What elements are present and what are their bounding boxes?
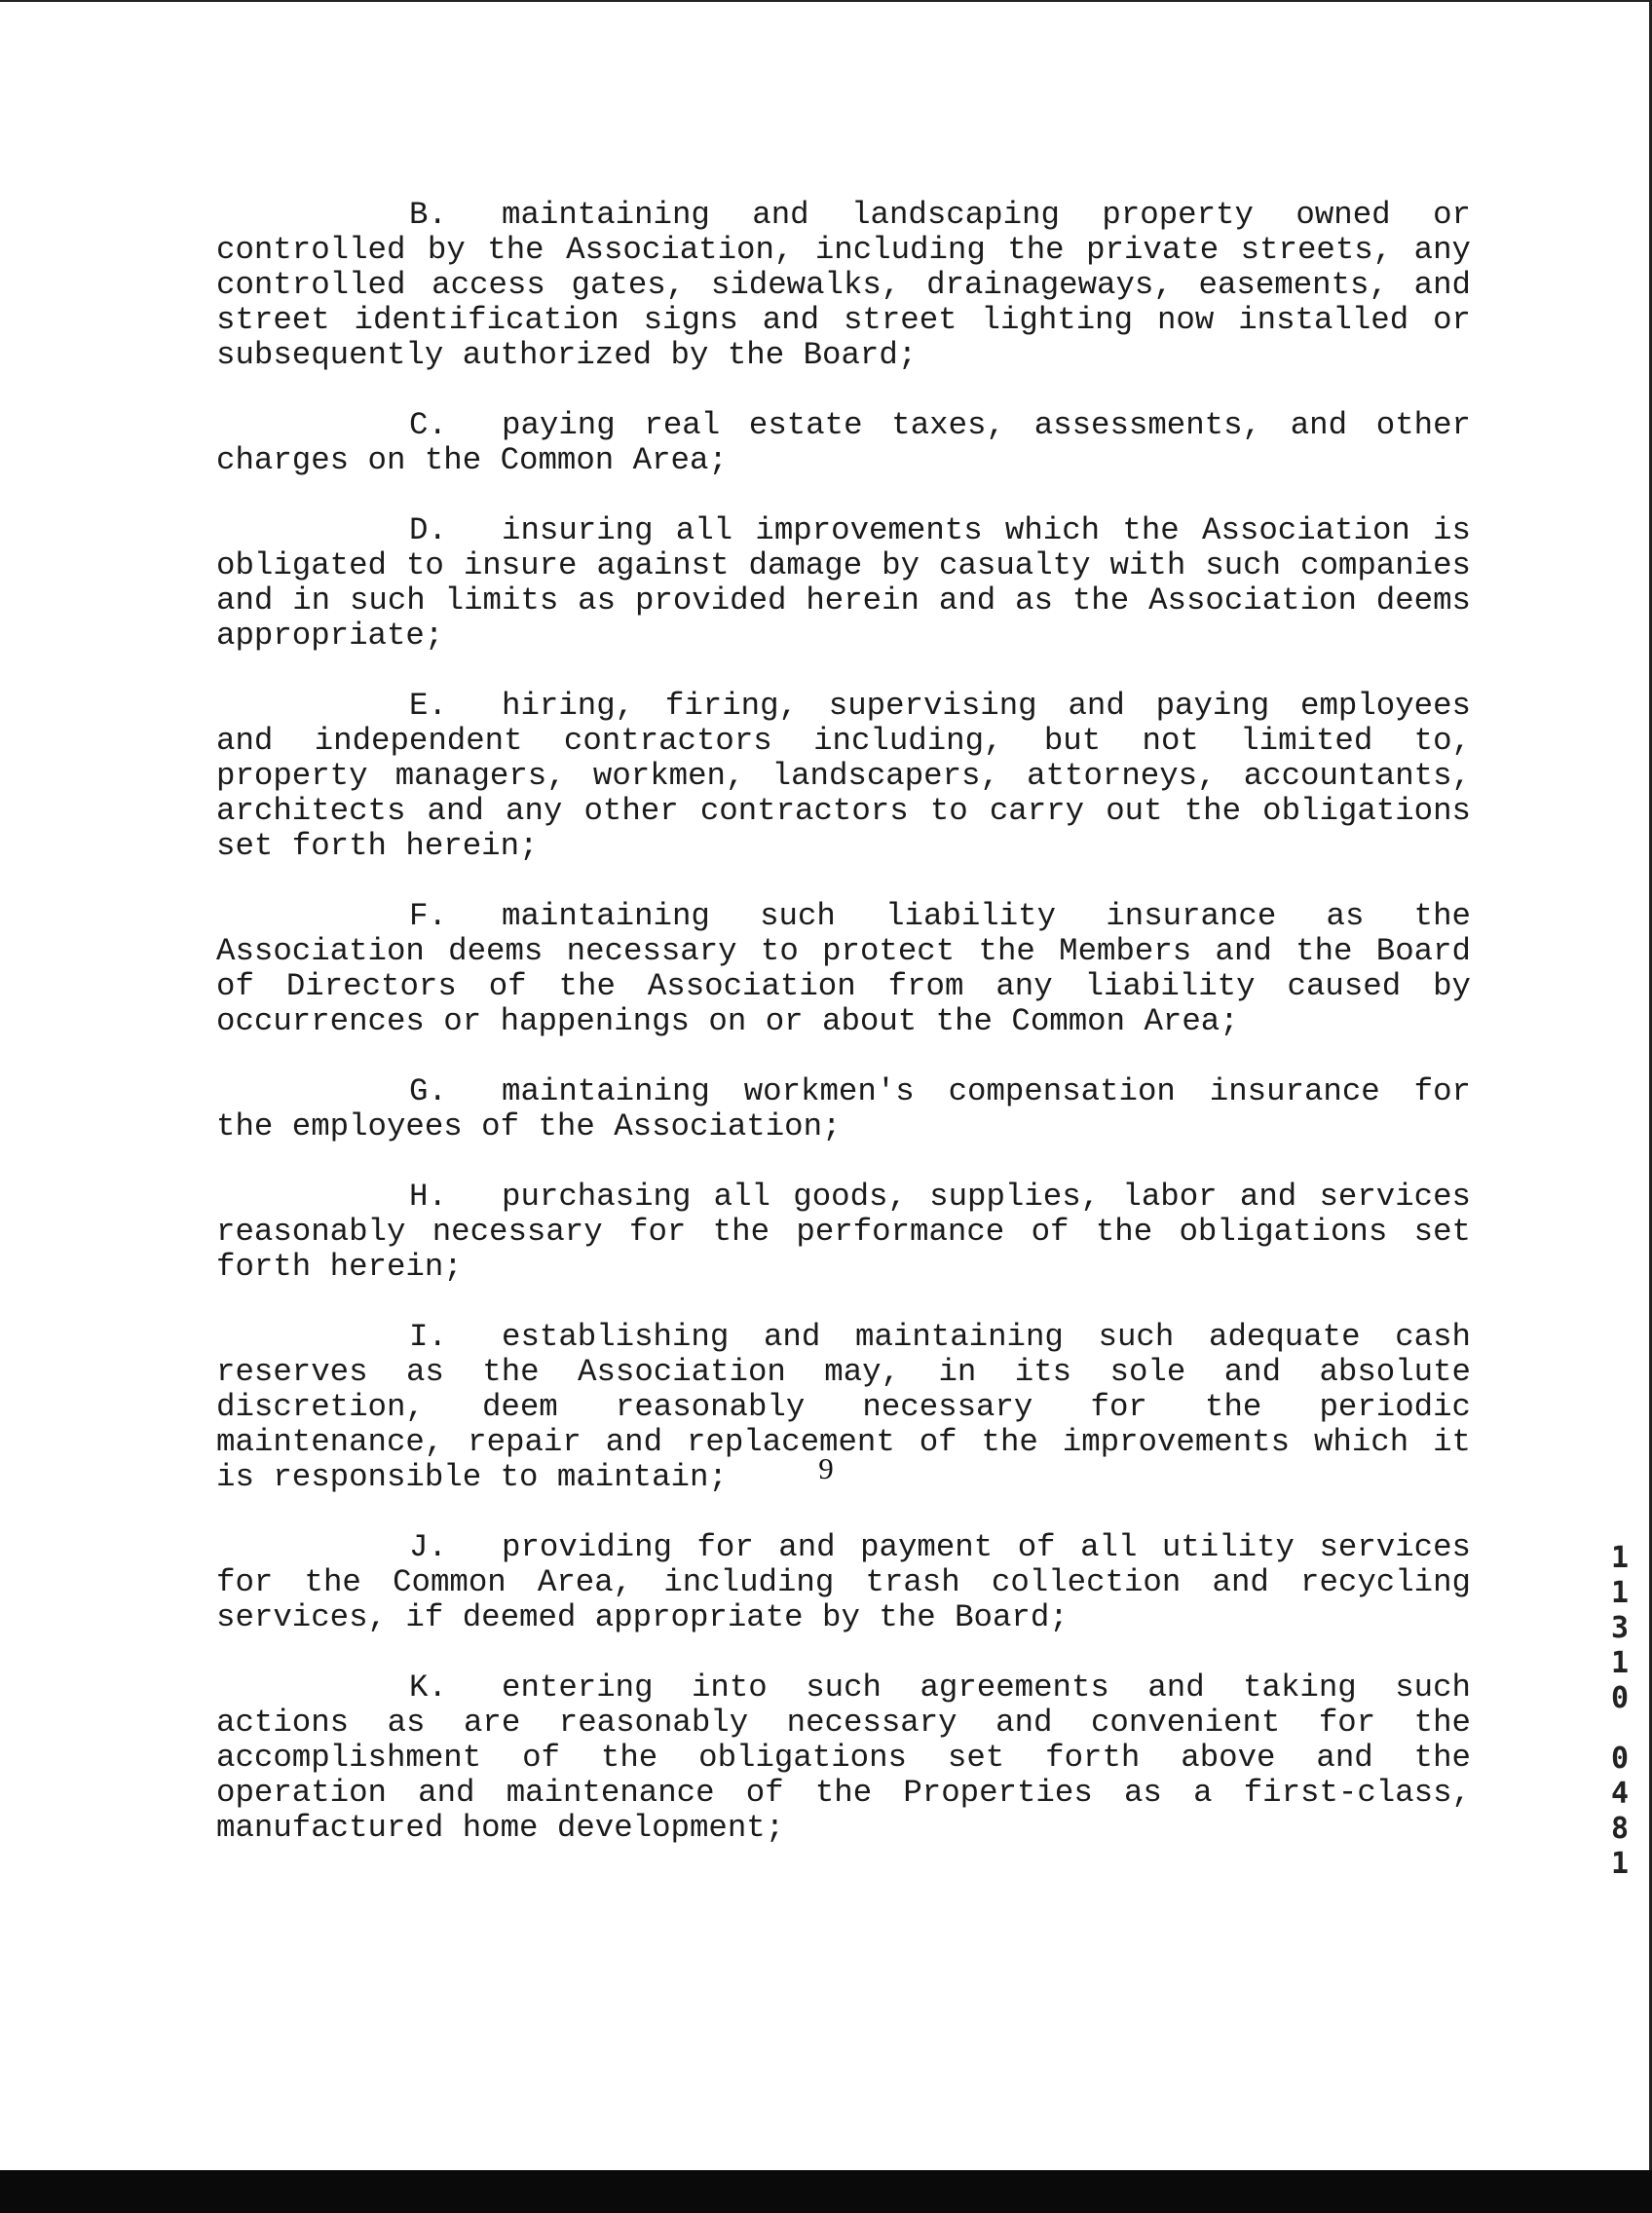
stamp-digit: 1 [1610,1646,1630,1680]
paragraph-marker: E. [409,688,447,724]
paragraph-marker: I. [409,1319,447,1355]
stamp-digit: 8 [1610,1812,1630,1846]
paragraph-marker: B. [409,197,447,233]
paragraph-e [216,689,1471,864]
paragraph-text: insuring all improvements which the Association is obligated to insure against damage by casualty with such companies and in such limits as provided herein and as the Association deems appropriate; [216,512,1471,654]
paragraph-text: maintaining workmen's compensation insurance for the employees of the Association; [216,1073,1471,1144]
paragraph-marker: K. [409,1669,447,1706]
paragraph-text: hiring, firing, supervising and paying employees and independent contractors including, but not limited to, property managers, workmen, landscapers, attorneys, accountants, architects and any other contractors to carry out the obligations set forth herein; [216,688,1471,864]
margin-document-stamp [1609,1541,1631,1882]
stamp-digit: 4 [1610,1777,1630,1811]
paragraph-marker: G. [409,1073,447,1109]
paragraph-marker: C. [409,407,447,443]
stamp-digit: 1 [1610,1847,1630,1881]
paragraph-j [216,1530,1471,1635]
paragraph-text: purchasing all goods, supplies, labor and services reasonably necessary for the performance of the obligations set forth herein; [216,1179,1471,1285]
paragraph-marker: D. [409,512,447,548]
stamp-gap [1609,1716,1631,1742]
paragraph-text: establishing and maintaining such adequate cash reserves as the Association may, in its sole and absolute discretion, deem reasonably necessary for the periodic maintenance, repair and replacement of the improvements which it is responsible to maintain; [216,1319,1471,1495]
paragraph-g [216,1074,1471,1144]
stamp-digit: 3 [1610,1611,1630,1645]
paragraph-text: paying real estate taxes, assessments, and other charges on the Common Area; [216,407,1471,478]
stamp-digit: 1 [1610,1541,1630,1575]
scan-bottom-band [0,2170,1652,2213]
paragraph-marker: H. [409,1179,447,1215]
paragraph-marker: F. [409,898,447,934]
paragraph-c [216,408,1471,478]
paragraph-text: maintaining such liability insurance as the Association deems necessary to protect the Members and the Board of Directors of the Association from any liability caused by occurrences or happenings on or about the Common Area; [216,898,1471,1039]
paragraph-d [216,513,1471,654]
stamp-digit: 1 [1610,1576,1630,1610]
paragraph-k [216,1670,1471,1846]
paragraph-h [216,1180,1471,1285]
scan-top-border [0,0,1652,2]
paragraph-text: entering into such agreements and taking such actions as are reasonably necessary and convenient for the accomplishment of the obligations set forth above and the operation and maintenance of the Properties as a first-class, manufactured home development; [216,1669,1471,1846]
stamp-digit: 0 [1610,1681,1630,1715]
body-text [216,198,1471,1881]
page-number: 9 [818,1451,834,1485]
paragraph-b [216,198,1471,373]
stamp-digit: 0 [1610,1742,1630,1776]
paragraph-text: maintaining and landscaping property owned or controlled by the Association, including the private streets, any controlled access gates, sidewalks, drainageways, easements, and street identification signs and street lighting now installed or subsequently authorized by the Board; [216,197,1471,373]
paragraph-f [216,899,1471,1039]
paragraph-text: providing for and payment of all utility services for the Common Area, including trash collection and recycling services, if deemed appropriate by the Board; [216,1529,1471,1635]
paragraph-marker: J. [409,1529,447,1565]
